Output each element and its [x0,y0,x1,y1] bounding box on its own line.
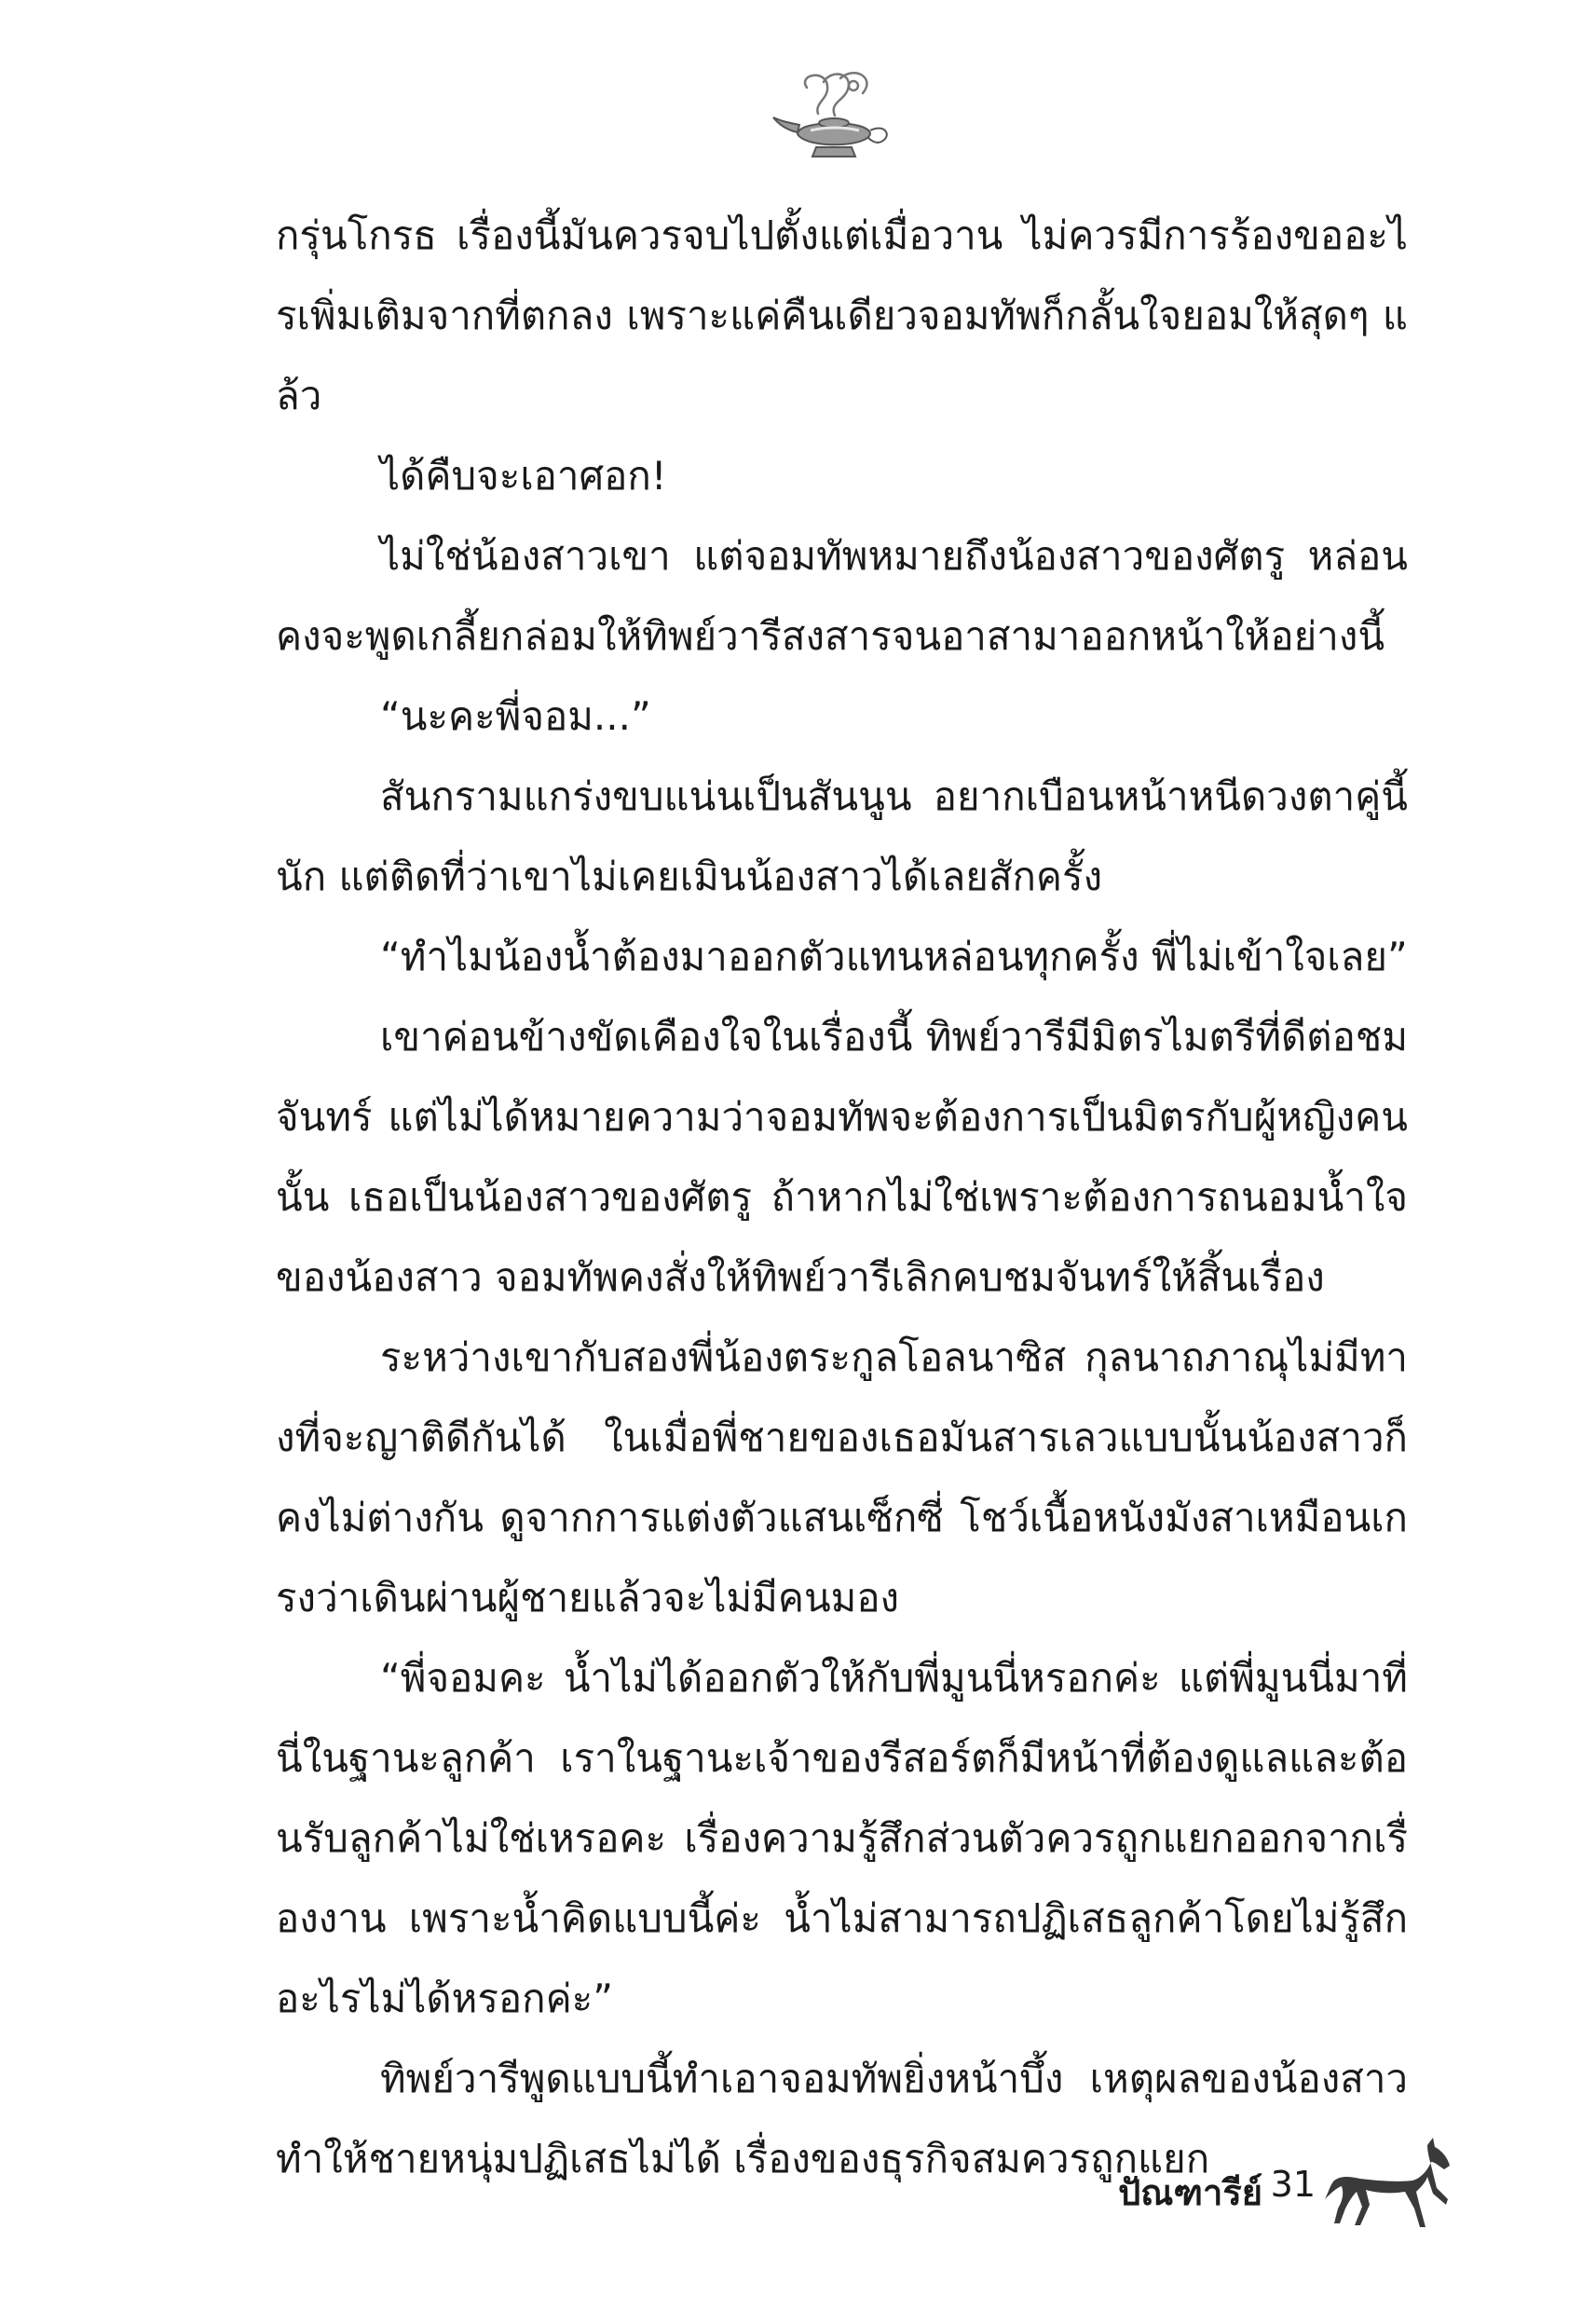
paragraph-10: ทิพย์วารีพูดแบบนี้ทำเอาจอมทัพยิ่งหน้าบึ้ง เหตุผลของน้องสาวทำให้ชายหนุ่มปฏิเสธไม่ได้ เรื่องของธุรกิจสมควรถูกแยก [276,2056,1408,2181]
paragraph-7: เขาค่อนข้างขัดเคืองใจในเรื่องนี้ ทิพย์วารีมีมิตรไมตรีที่ดีต่อชมจันทร์ แต่ไม่ได้หมายความว่าจอมทัพจะต้องการเป็นมิตรกับผู้หญิงคนนั้น เธอเป็นน้องสาวของศัตรู ถ้าหากไม่ใช่เพราะต้องการถนอมน้ำใจของน้องสาว จอมทัพคงสั่งให้ทิพย์วารีเลิกคบชมจันทร์ให้สิ้นเรื่อง [276,1014,1408,1300]
book-title: ปัณฑารีย์ [1118,2172,1262,2213]
paragraph-6: “ทำไมน้องน้ำต้องมาออกตัวแทนหล่อนทุกครั้ง พี่ไม่เข้าใจเลย” [380,934,1408,979]
paragraph-3: ไม่ใช่น้องสาวเขา แต่จอมทัพหมายถึงน้องสาวของศัตรู หล่อนคงจะพูดเกลี้ยกล่อมให้ทิพย์วารีสงสารจนอาสามาออกหน้าให้อย่างนี้ [276,533,1408,659]
page-footer [1025,2134,1453,2246]
genie-lamp-icon [770,65,900,177]
paragraph-9: “พี่จอมคะ น้ำไม่ได้ออกตัวให้กับพี่มูนนี่หรอกค่ะ แต่พี่มูนนี่มาที่นี่ในฐานะลูกค้า เราในฐานะเจ้าของรีสอร์ตก็มีหน้าที่ต้องดูแลและต้อนรับลูกค้าไม่ใช่เหรอคะ เรื่องความรู้สึกส่วนตัวควรถูกแยกออกจากเรื่องงาน เพราะน้ำคิดแบบนี้ค่ะ น้ำไม่สามารถปฏิเสธลูกค้าโดยไม่รู้สึกอะไรไม่ได้หรอกค่ะ” [276,1655,1408,2021]
page-number: 31 [1270,2164,1316,2205]
paragraph-2: ได้คืบจะเอาศอก! [380,453,667,499]
paragraph-4: “นะคะพี่จอม...” [380,693,651,739]
paragraph-1: กรุ่นโกรธ เรื่องนี้มันควรจบไปตั้งแต่เมื่อวาน ไม่ควรมีการร้องขออะไรเพิ่มเติมจากที่ตกลง เพราะแค่คืนเดียวจอมทัพก็กลั้นใจยอมให้สุดๆ แล้ว [276,212,1408,418]
page-body [276,196,1408,2199]
paragraph-5: สันกรามแกร่งขบแน่นเป็นสันนูน อยากเบือนหน้าหนีดวงตาคู่นี้นัก แต่ติดที่ว่าเขาไม่เคยเมินน้องสาวได้เลยสักครั้ง [276,773,1408,899]
horse-icon [1323,2134,1453,2236]
paragraph-8: ระหว่างเขากับสองพี่น้องตระกูลโอลนาซิส กุลนาถภาณุไม่มีทางที่จะญาติดีกันได้ ในเมื่อพี่ชายของเธอมันสารเลวแบบนั้นน้องสาวก็คงไม่ต่างกัน ดูจากการแต่งตัวแสนเซ็กซี่ โชว์เนื้อหนังมังสาเหมือนเกรงว่าเดินผ่านผู้ชายแล้วจะไม่มีคนมอง [276,1334,1408,1620]
